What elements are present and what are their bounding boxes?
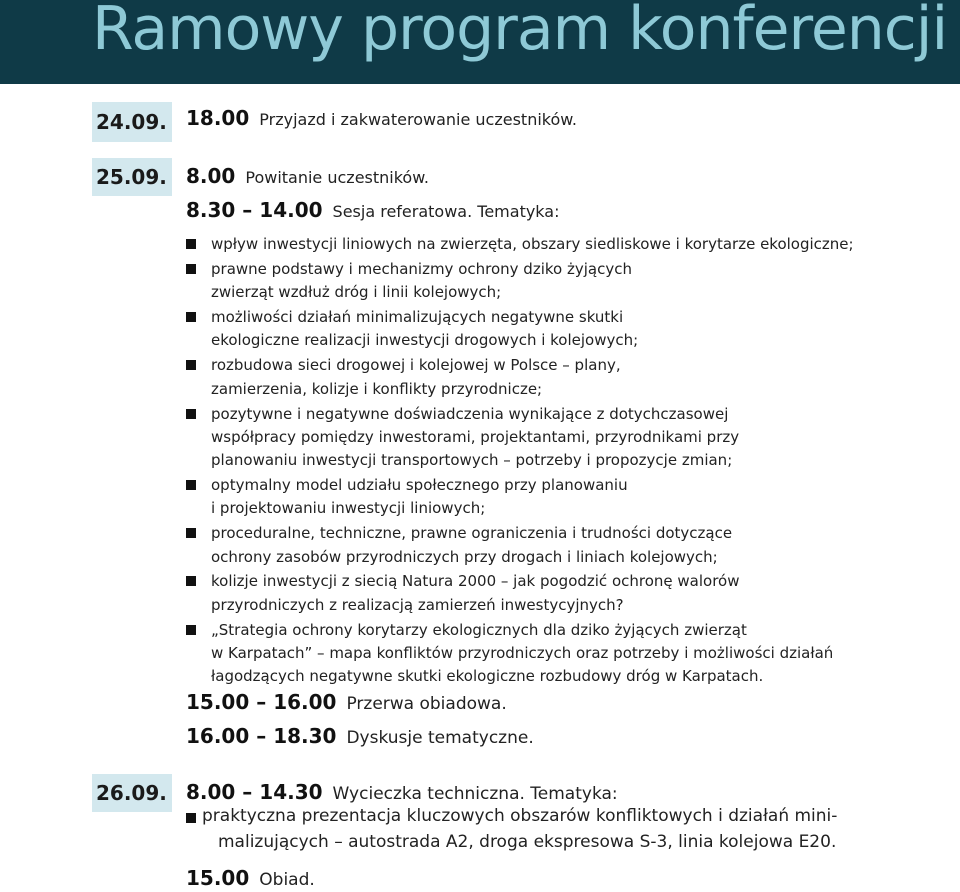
event-text: Przyjazd i zakwaterowanie uczestników.	[259, 110, 577, 129]
event-text: Sesja referatowa. Tematyka:	[332, 202, 560, 221]
topic-line: łagodzących negatywne skutki ekologiczne rozbudowy dróg w Karpatach.	[211, 667, 764, 686]
topic-line: optymalny model udziału społecznego przy planowaniu	[211, 476, 628, 494]
bullet-icon	[186, 239, 196, 249]
topic-line: ochrony zasobów przyrodniczych przy drogach i liniach kolejowych;	[211, 547, 718, 566]
bullet-icon	[186, 625, 196, 635]
bullet-icon	[186, 480, 196, 490]
day3-topic-line-2: malizujących – autostrada A2, droga ekspresowa S-3, linia kolejowa E20.	[218, 832, 837, 852]
date-tab-day2: 25.09.	[92, 158, 172, 196]
day2-lunch	[186, 690, 507, 716]
bullet-icon	[186, 360, 196, 370]
bullet-icon	[186, 312, 196, 322]
day2-session	[186, 198, 559, 224]
day3-dinner	[186, 866, 315, 892]
topic-line: i projektowaniu inwestycji liniowych;	[211, 499, 486, 518]
topic-line: „Strategia ochrony korytarzy ekologicznych dla dziko żyjących zwierząt	[211, 620, 747, 639]
topic-line: pozytywne i negatywne doświadczenia wynikające z dotychczasowej	[211, 404, 729, 423]
event-text: Wycieczka techniczna. Tematyka:	[332, 784, 618, 804]
time: 8.00 – 14.30	[186, 780, 323, 804]
topic-line: zwierząt wzdłuż dróg i linii kolejowych;	[211, 283, 502, 302]
topic-line: w Karpatach” – mapa konfliktów przyrodniczych oraz potrzeby i możliwości działań	[211, 643, 834, 662]
time: 18.00	[186, 106, 250, 130]
date-tab-day1: 24.09.	[92, 102, 172, 142]
topic-line: przyrodniczych z realizacją zamierzeń inwestycyjnych?	[211, 595, 624, 614]
time: 8.00	[186, 164, 236, 188]
topic-line: ekologiczne realizacji inwestycji drogowych i kolejowych;	[211, 331, 639, 350]
event-text: Powitanie uczestników.	[245, 168, 429, 187]
topic-line: kolizje inwestycji z siecią Natura 2000 – jak pogodzić ochronę walorów	[211, 572, 740, 591]
day2-discussion	[186, 724, 534, 750]
header-banner	[0, 0, 960, 84]
topic-line: wpływ inwestycji liniowych na zwierzęta, obszary siedliskowe i korytarze ekologiczne;	[211, 235, 854, 253]
bullet-icon	[186, 576, 196, 586]
event-text: Dyskusje tematyczne.	[346, 728, 534, 748]
time: 15.00 – 16.00	[186, 690, 337, 714]
day3-topic-line-1: praktyczna prezentacja kluczowych obszarów konfliktowych i działań mini-	[202, 806, 838, 826]
event-text: Przerwa obiadowa.	[346, 694, 507, 714]
bullet-icon	[186, 528, 196, 538]
topic-line: proceduralne, techniczne, prawne ograniczenia i trudności dotyczące	[211, 524, 733, 543]
topic-line: możliwości działań minimalizujących negatywne skutki	[211, 308, 624, 327]
topic-line: rozbudowa sieci drogowej i kolejowej w Polsce – plany,	[211, 356, 621, 375]
topic-line: zamierzenia, kolizje i konflikty przyrodnicze;	[211, 379, 543, 398]
day3-trip	[186, 780, 618, 806]
date-tab-day3: 26.09.	[92, 774, 172, 812]
topic-line: współpracy pomiędzy inwestorami, projektantami, przyrodnikami przy	[211, 427, 740, 446]
day2-welcome	[186, 164, 429, 190]
event-text: Obiad.	[259, 870, 315, 890]
day1-arrival	[186, 106, 577, 132]
page-title: Ramowy program konferencji	[92, 0, 948, 64]
time: 15.00	[186, 866, 250, 890]
time: 8.30 – 14.00	[186, 198, 323, 222]
topic-line: planowaniu inwestycji transportowych – potrzeby i propozycje zmian;	[211, 451, 733, 470]
bullet-icon	[186, 409, 196, 419]
bullet-icon	[186, 813, 196, 823]
bullet-icon	[186, 264, 196, 274]
time: 16.00 – 18.30	[186, 724, 337, 748]
topic-line: prawne podstawy i mechanizmy ochrony dziko żyjących	[211, 259, 632, 278]
